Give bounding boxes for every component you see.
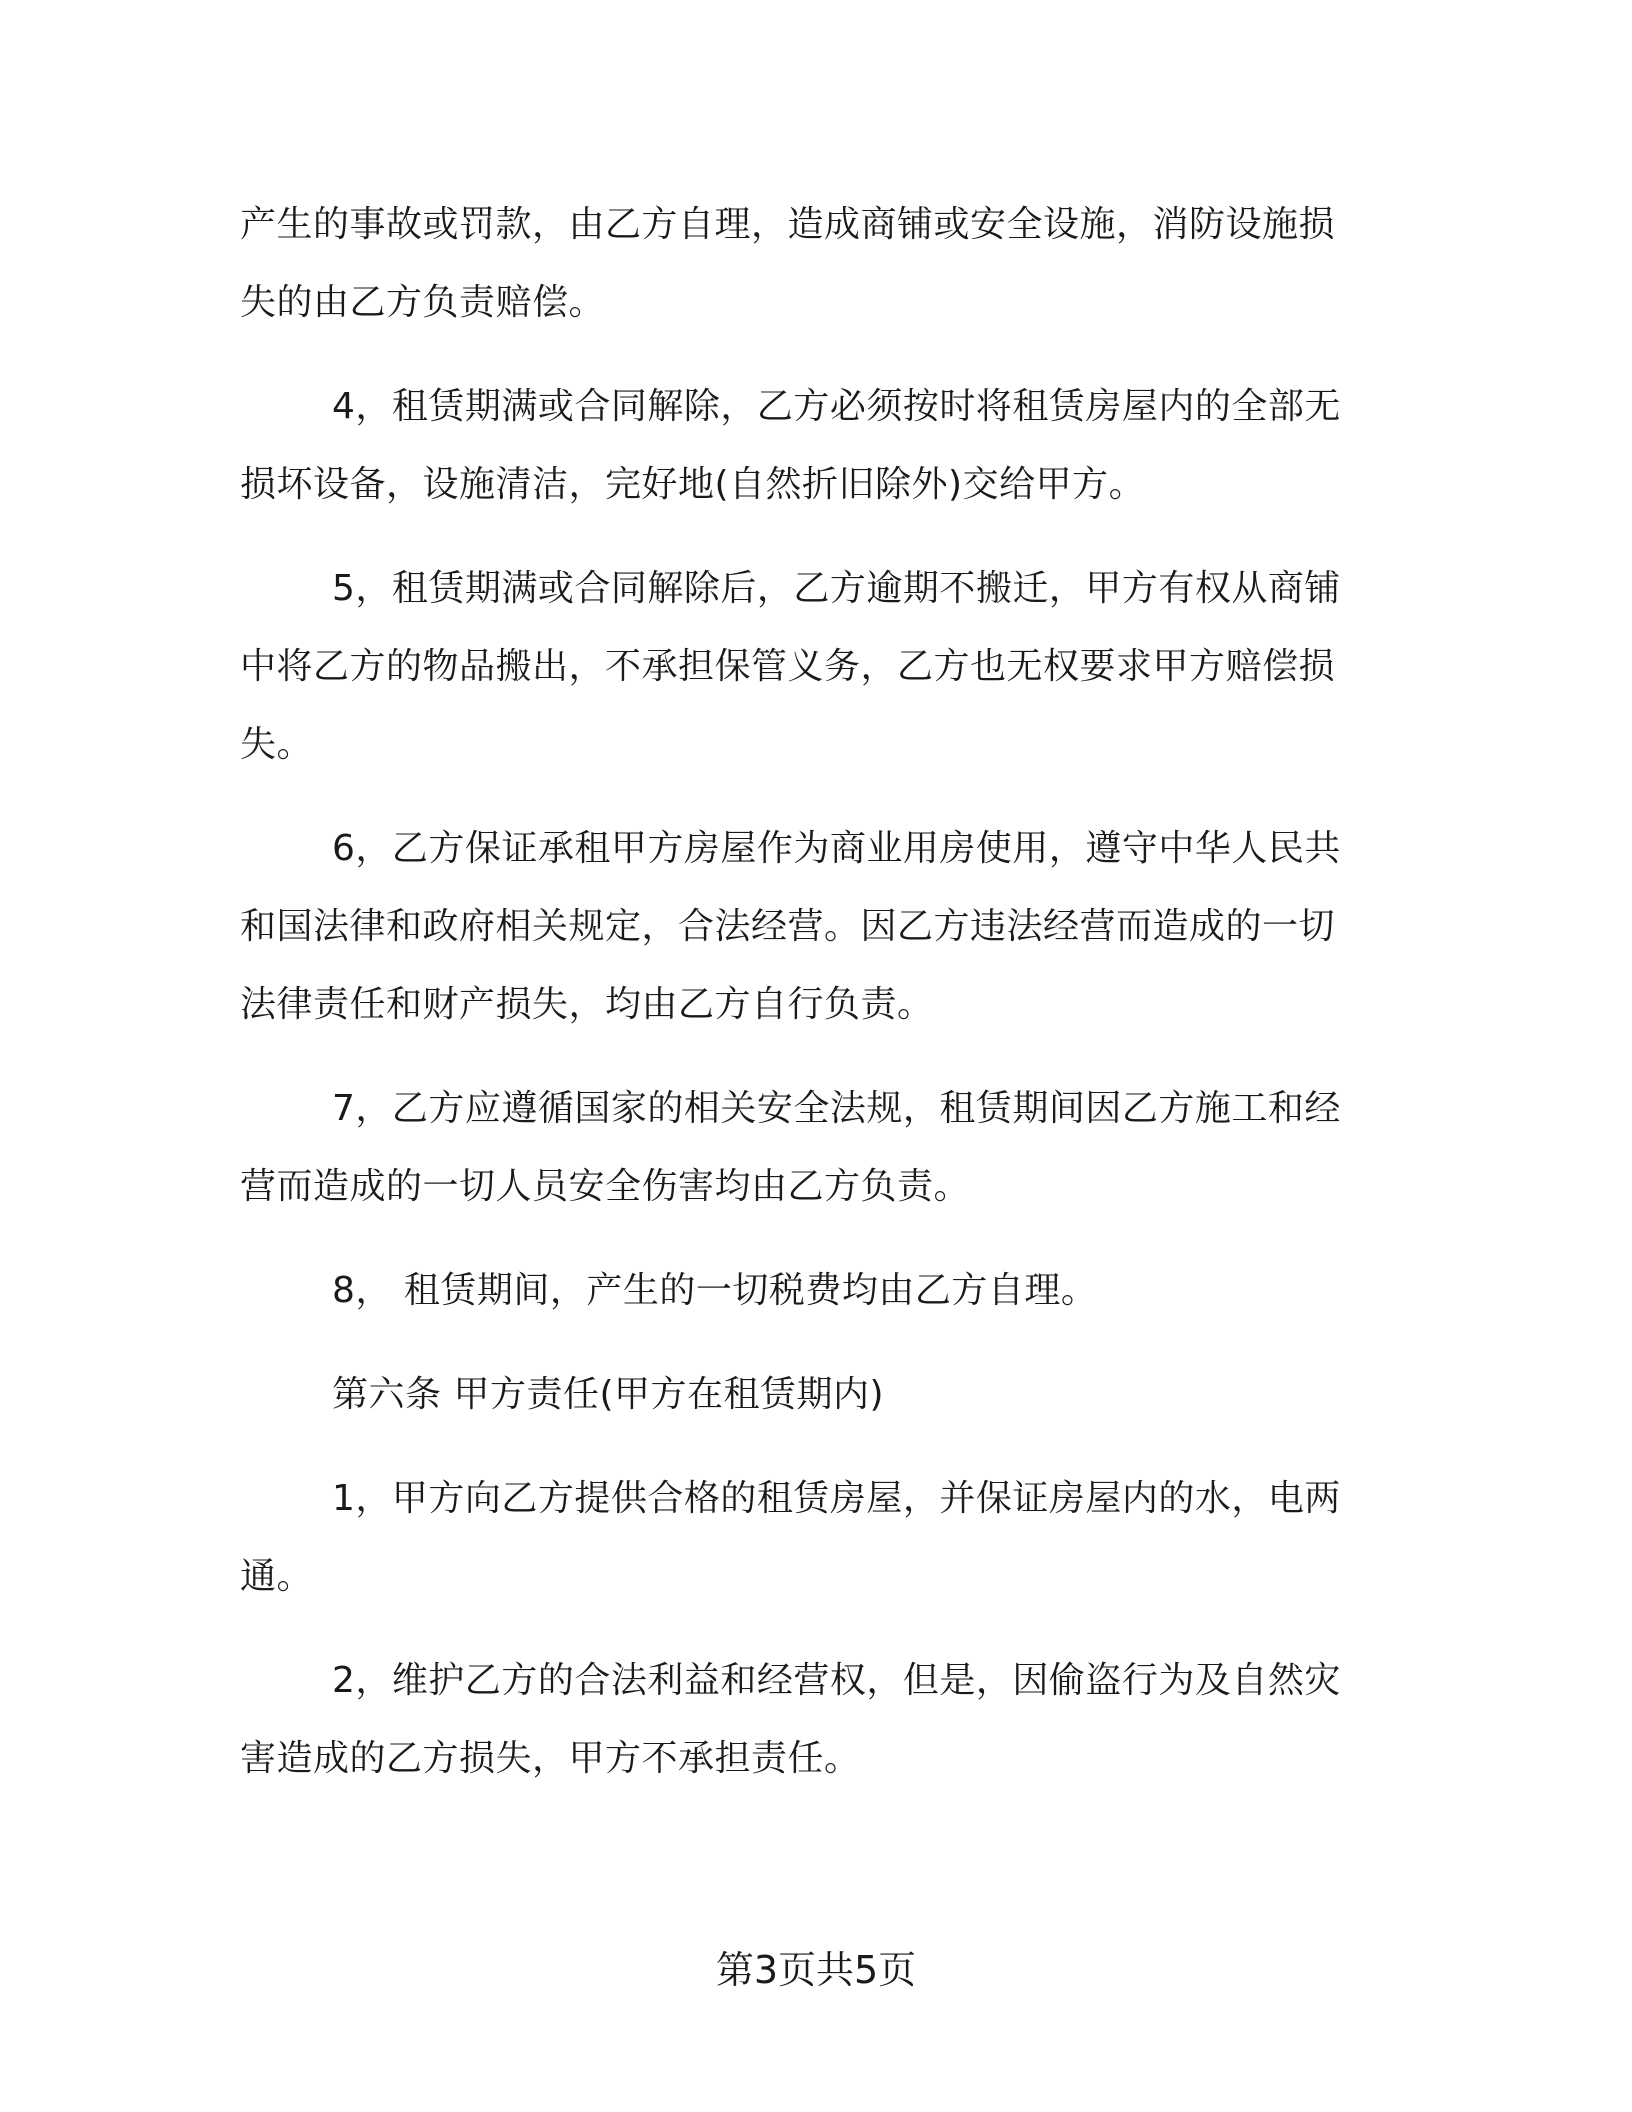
document-body [240, 186, 1360, 1824]
paragraph-item-7: 7，乙方应遵循国家的相关安全法规，租赁期间因乙方施工和经营而造成的一切人员安全伤害均由乙方负责。 [240, 1088, 1341, 1207]
paragraph-item-2: 2，维护乙方的合法利益和经营权，但是，因偷盗行为及自然灾害造成的乙方损失，甲方不承担责任。 [240, 1660, 1341, 1779]
paragraph-item-1: 1，甲方向乙方提供合格的租赁房屋，并保证房屋内的水，电两通。 [240, 1478, 1341, 1597]
paragraph-item-6: 6，乙方保证承租甲方房屋作为商业用房使用，遵守中华人民共和国法律和政府相关规定，合法经营。因乙方违法经营而造成的一切法律责任和财产损失，均由乙方自行负责。 [240, 828, 1341, 1025]
section-heading: 第六条 甲方责任(甲方在租赁期内) [332, 1374, 885, 1415]
page-number-footer: 第3页共5页 [715, 1948, 917, 1992]
paragraph-item-5: 5，租赁期满或合同解除后，乙方逾期不搬迁，甲方有权从商铺中将乙方的物品搬出，不承担保管义务，乙方也无权要求甲方赔偿损失。 [240, 568, 1341, 765]
paragraph-item-8: 8， 租赁期间，产生的一切税费均由乙方自理。 [332, 1270, 1098, 1311]
paragraph-item-4: 4，租赁期满或合同解除，乙方必须按时将租赁房屋内的全部无损坏设备，设施清洁，完好地(自然折旧除外)交给甲方。 [240, 386, 1341, 505]
paragraph-continuation: 产生的事故或罚款，由乙方自理，造成商铺或安全设施，消防设施损失的由乙方负责赔偿。 [240, 204, 1336, 323]
